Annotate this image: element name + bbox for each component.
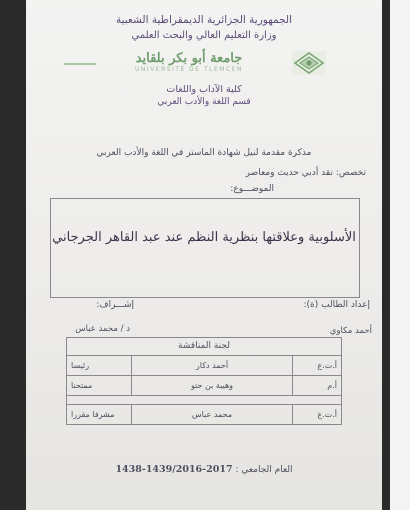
university-latin-name: UNIVERSITÉ DE TLEMCEN [135,66,243,73]
table-row [67,404,342,424]
table-row [67,376,342,396]
member-role: ممتحنا [67,376,132,396]
academic-year-value: 1438-1439/2016-2017 [115,464,233,475]
member-name: محمد عباس [132,404,293,424]
table-row [67,355,342,375]
university-arabic-name: جامعة أبو بكر بلقايد [135,51,243,66]
republic-heading: الجمهورية الجزائرية الديمقراطية الشعبية [115,14,293,26]
member-role: مشرفا مقررا [67,404,132,424]
member-name: أحمد دكار [132,355,293,375]
academic-year-line [26,464,382,475]
background-edge [390,0,410,510]
member-rank: أ.ت.ع [293,355,342,375]
prepared-by-label: إعداد الطالب (ة): [303,300,370,310]
member-name: وهيبة بن حتو [132,376,293,396]
logo-band-line [64,63,96,65]
memo-statement: مذكرة مقدمة لنيل شهادة الماستر في اللغة والأدب العربي [96,148,312,158]
department-name: قسم اللغة والأدب العربي [157,97,251,107]
member-rank: أ.م [293,376,342,396]
academic-year-label: العام الجامعي : [235,465,293,475]
student-name: أحمد مكاوي [329,326,372,336]
committee-title: لجنة المناقشة [67,338,342,356]
title-frame [50,198,360,298]
university-emblem-icon [292,51,326,75]
committee-header-row [67,338,342,356]
member-role: رئيسا [67,355,132,375]
committee-table [66,337,342,425]
specialty-line: تخصص: نقد أدبي حديث ومعاصر [245,168,366,178]
supervision-label: إشـــراف: [96,300,134,310]
supervisor-name: د / محمد عباس [75,324,130,334]
faculty-name: كلية الآداب واللغات [166,84,242,95]
ministry-heading: وزارة التعليم العالي والبحث العلمي [131,30,277,41]
thesis-title: الأسلوبية وعلاقتها بنظرية النظم عند عبد القاهر الجرجاني [52,230,356,245]
university-logo-band [64,50,326,76]
subject-label: الموضـــوع: [230,184,274,194]
table-spacer-row [67,396,342,404]
document-page [26,0,382,510]
member-rank: أ.ت.ع [293,404,342,424]
